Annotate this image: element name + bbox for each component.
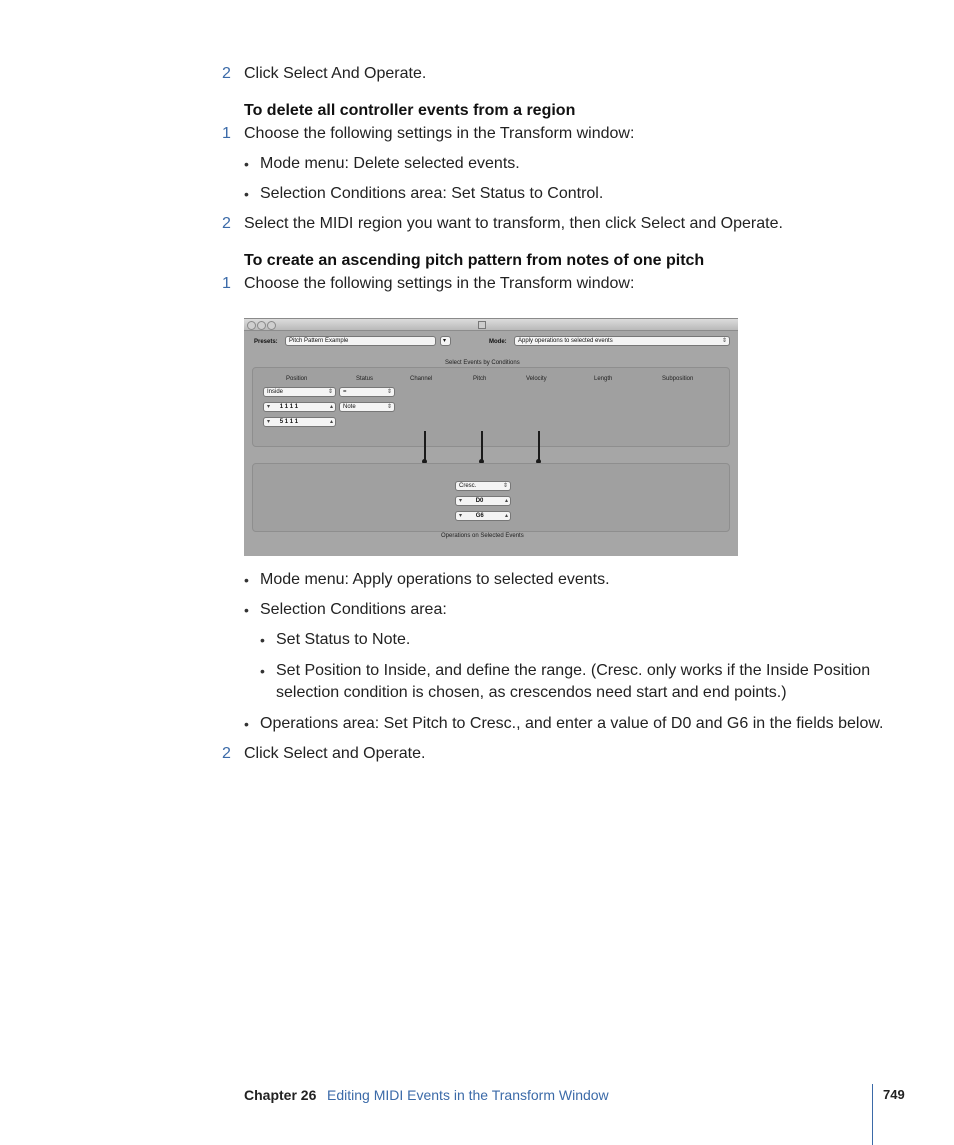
column-header: Status <box>356 376 374 382</box>
footer-chapter-title: Editing MIDI Events in the Transform Window <box>327 1087 609 1103</box>
bullet-text-continued: selection condition is chosen, as crescendos need start and end points.) <box>276 684 787 701</box>
step-text: Select the MIDI region you want to transform, then click Select and Operate. <box>244 215 783 232</box>
column-header: Pitch <box>473 376 487 382</box>
presets-field[interactable]: Pitch Pattern Example <box>285 336 436 346</box>
presets-label: Presets: <box>254 339 278 345</box>
bullet-text: Mode menu: Apply operations to selected events. <box>260 571 610 588</box>
page-number: 749 <box>883 1087 905 1102</box>
bullet-text: Set Position to Inside, and define the range. (Cresc. only works if the Inside Position <box>276 662 871 679</box>
pitch-operation-select[interactable] <box>455 481 511 491</box>
bullet-icon: • <box>244 186 249 202</box>
pitch-low-field[interactable] <box>455 496 511 506</box>
position-mode-select[interactable] <box>263 387 336 397</box>
down-arrow-icon[interactable]: ▾ <box>459 513 463 519</box>
conditions-title: Select Events by Conditions <box>445 360 520 366</box>
down-arrow-icon[interactable]: ▾ <box>459 498 463 504</box>
up-arrow-icon[interactable]: ▴ <box>504 498 508 504</box>
bullet-text: Mode menu: Delete selected events. <box>260 155 520 172</box>
section-heading: To create an ascending pitch pattern from notes of one pitch <box>244 252 705 269</box>
step-number: 2 <box>222 745 231 762</box>
up-arrow-icon[interactable]: ▴ <box>329 419 333 425</box>
down-arrow-icon[interactable]: ▾ <box>267 404 271 410</box>
status-operator-value: = <box>343 389 347 395</box>
updown-icon: ⇕ <box>327 389 333 395</box>
step-number: 2 <box>222 215 231 232</box>
window-titlebar <box>244 319 738 331</box>
column-header: Velocity <box>526 376 547 382</box>
close-icon[interactable] <box>247 321 256 330</box>
step-text: Click Select and Operate. <box>244 745 426 762</box>
bullet-icon: • <box>260 663 265 679</box>
mode-select[interactable] <box>514 336 730 346</box>
bullet-text: Selection Conditions area: Set Status to Control. <box>260 185 604 202</box>
pitch-low-value: D0 <box>475 498 484 504</box>
bullet-text: Set Status to Note. <box>276 631 411 648</box>
bullet-text: Operations area: Set Pitch to Cresc., and enter a value of D0 and G6 in the fields below. <box>260 715 884 732</box>
footer-divider <box>872 1084 873 1145</box>
footer-chapter: Chapter 26 <box>244 1087 317 1103</box>
bullet-icon: • <box>244 156 249 172</box>
bullet-icon: • <box>244 716 249 732</box>
range-start-value: 1 1 1 1 <box>279 404 299 410</box>
status-operator-select[interactable] <box>339 387 395 397</box>
updown-icon: ⇕ <box>502 483 508 489</box>
column-header: Subposition <box>662 376 694 382</box>
updown-icon: ⇕ <box>386 404 392 410</box>
range-end-value: 5 1 1 1 <box>279 419 299 425</box>
mode-select-value: Apply operations to selected events <box>518 338 613 344</box>
status-value-select[interactable] <box>339 402 395 412</box>
step-text: Choose the following settings in the Transform window: <box>244 125 635 142</box>
up-arrow-icon[interactable]: ▴ <box>329 404 333 410</box>
toolbar-icon[interactable] <box>478 321 486 329</box>
minimize-icon[interactable] <box>257 321 266 330</box>
step-number: 1 <box>222 275 231 292</box>
bullet-text: Selection Conditions area: <box>260 601 447 618</box>
zoom-icon[interactable] <box>267 321 276 330</box>
column-header: Position <box>286 376 308 382</box>
presets-menu-button[interactable]: ▾ <box>440 336 451 346</box>
updown-icon: ⇕ <box>721 338 727 344</box>
range-start-field[interactable] <box>263 402 336 412</box>
pitch-high-field[interactable] <box>455 511 511 521</box>
updown-icon: ⇕ <box>386 389 392 395</box>
mode-label: Mode: <box>489 339 507 345</box>
section-heading: To delete all controller events from a region <box>244 102 576 119</box>
step-text: Choose the following settings in the Transform window: <box>244 275 635 292</box>
transform-window-screenshot <box>244 318 738 556</box>
bullet-icon: • <box>260 632 265 648</box>
step-number: 1 <box>222 125 231 142</box>
up-arrow-icon[interactable]: ▴ <box>504 513 508 519</box>
down-arrow-icon[interactable]: ▾ <box>267 419 271 425</box>
position-mode-value: Inside <box>267 389 284 395</box>
step-number: 2 <box>222 65 231 82</box>
column-header: Length <box>594 376 613 382</box>
column-header: Channel <box>410 376 433 382</box>
range-end-field[interactable] <box>263 417 336 427</box>
operations-title: Operations on Selected Events <box>441 533 524 539</box>
step-text: Click Select And Operate. <box>244 65 427 82</box>
pitch-high-value: G6 <box>475 513 484 519</box>
bullet-icon: • <box>244 572 249 588</box>
pitch-operation-value: Cresc. <box>459 483 477 489</box>
status-value: Note <box>343 404 356 410</box>
bullet-icon: • <box>244 602 249 618</box>
